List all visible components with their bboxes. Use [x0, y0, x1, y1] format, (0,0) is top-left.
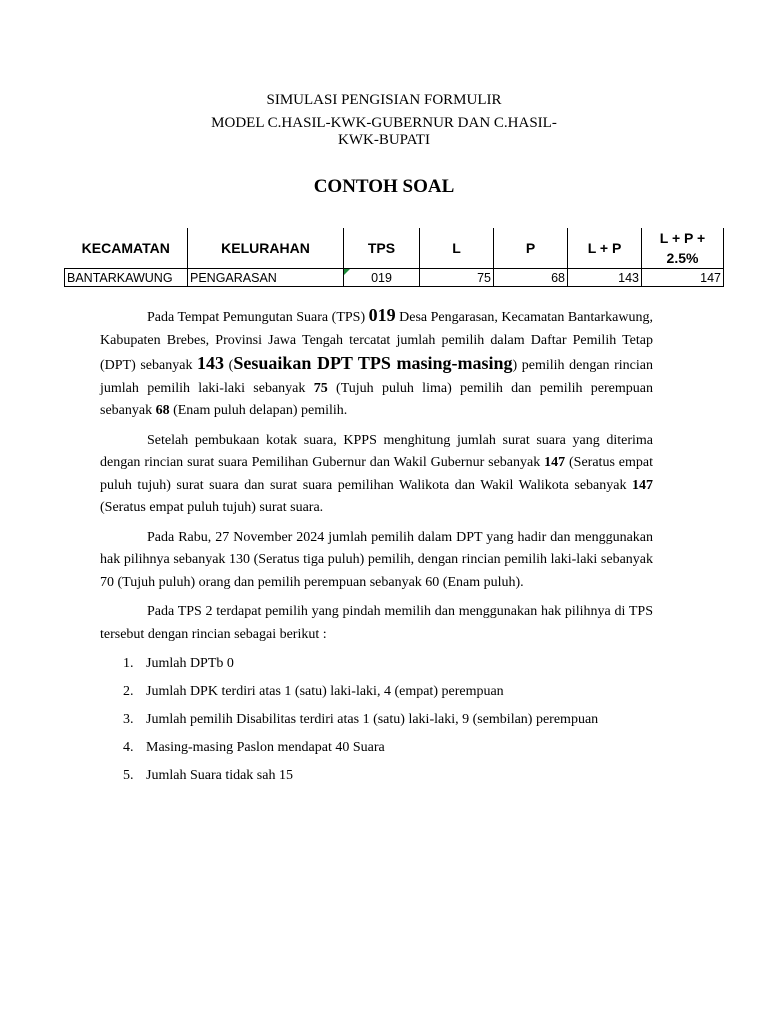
- body-text: [100, 304, 653, 793]
- p1-text-5: (Tujuh puluh lima) pemilih dan pemilih perempuan sebanyak: [100, 380, 653, 418]
- p2-text-3: (Seratus empat puluh tujuh) surat suara.: [100, 500, 324, 515]
- col-header-lp25-line1: L + P +: [659, 230, 706, 246]
- col-header-kecamatan: KECAMATAN: [81, 240, 170, 256]
- p1-male-count: 75: [313, 380, 328, 396]
- p2-text-2: (Seratus empat puluh tujuh) surat suara dan surat suara pemilihan Walikota dan Wakil Walikota sebanyak: [100, 455, 653, 493]
- paragraph-2: [100, 430, 653, 520]
- p1-text-4: ) pemilih dengan rincian jumlah pemilih laki-laki sebanyak: [100, 358, 653, 396]
- list-item: [100, 737, 653, 765]
- dpt-table: [64, 228, 724, 287]
- list-item: [100, 653, 653, 681]
- list-item-text: Jumlah Suara tidak sah 15: [146, 768, 293, 783]
- col-header-lp25: [642, 228, 724, 269]
- col-header-kelurahan: KELURAHAN: [188, 228, 344, 269]
- p1-dpt-total: 143: [197, 353, 225, 373]
- p2-text-1: Setelah pembukaan kotak suara, KPPS menghitung jumlah surat suara yang diterima dengan rincian surat suara Pemilihan Gubernur dan Wakil Gubernur sebanyak: [100, 432, 653, 470]
- cell-kecamatan: BANTARKAWUNG: [65, 269, 188, 287]
- col-header-lp25-line2: 2.5%: [666, 250, 699, 266]
- table-header-row: [65, 228, 724, 269]
- list-item-text: Jumlah DPK terdiri atas 1 (satu) laki-laki, 4 (empat) perempuan: [146, 684, 504, 699]
- p1-note: Sesuaikan DPT TPS masing-masing: [233, 353, 513, 373]
- list-item-text: Jumlah pemilih Disabilitas terdiri atas 1 (satu) laki-laki, 9 (sembilan) perempuan: [146, 712, 599, 727]
- p1-text-3: (: [224, 358, 234, 373]
- list-item-number: 1.: [123, 656, 134, 671]
- list-item: [100, 765, 653, 793]
- page-title: CONTOH SOAL: [313, 176, 455, 197]
- col-header-tps: TPS: [344, 228, 420, 269]
- cell-p: 68: [494, 269, 568, 287]
- list-item-number: 2.: [123, 684, 134, 699]
- list-item: [100, 681, 653, 709]
- p2-walikota-count: 147: [632, 477, 653, 493]
- list-item-text: Jumlah DPTb 0: [146, 656, 234, 671]
- p1-tps-number: 019: [368, 305, 396, 325]
- cell-tps: 019: [344, 269, 420, 287]
- list-item-text: Masing-masing Paslon mendapat 40 Suara: [146, 740, 385, 755]
- cell-lp25: 147: [642, 269, 724, 287]
- cell-kelurahan: PENGARASAN: [188, 269, 344, 287]
- col-header-l: L: [420, 228, 494, 269]
- p2-gubernur-count: 147: [544, 455, 566, 470]
- header-line-2: [0, 115, 768, 149]
- cell-l: 75: [420, 269, 494, 287]
- p1-text-6: (Enam puluh delapan) pemilih.: [169, 403, 348, 418]
- list-item-number: 5.: [123, 768, 134, 783]
- table-row: [65, 269, 724, 287]
- header-line-2b: KWK-BUPATI: [338, 132, 430, 148]
- header-line-1: SIMULASI PENGISIAN FORMULIR: [266, 92, 502, 108]
- detail-list: [100, 653, 653, 793]
- header-line-2a: MODEL C.HASIL-KWK-GUBERNUR DAN C.HASIL-: [211, 115, 557, 131]
- paragraph-4: Pada TPS 2 terdapat pemilih yang pindah memilih dan menggunakan hak pilihnya di TPS tersebut dengan rincian sebagai berikut :: [100, 604, 653, 642]
- list-item: [100, 709, 653, 737]
- col-header-p: P: [494, 228, 568, 269]
- paragraph-1: [100, 304, 653, 423]
- list-item-number: 3.: [123, 712, 134, 727]
- list-item-number: 4.: [123, 740, 134, 755]
- col-header-lp: L + P: [568, 228, 642, 269]
- cell-lp: 143: [568, 269, 642, 287]
- p1-text-1: Pada Tempat Pemungutan Suara (TPS): [147, 310, 369, 325]
- p1-text-2: Desa Pengarasan, Kecamatan Bantarkawung, Kabupaten Brebes, Provinsi Jawa Tengah tercatat jumlah pemilih dalam Daftar Pemilih Tetap (DPT) sebanyak: [100, 310, 654, 373]
- p1-female-count: 68: [155, 403, 170, 418]
- paragraph-3: Pada Rabu, 27 November 2024 jumlah pemilih dalam DPT yang hadir dan menggunakan hak pilihnya sebanyak 130 (Seratus tiga puluh) pemilih, dengan rincian pemilih laki-laki sebanyak 70 (Tujuh puluh) orang dan pemilih perempuan sebanyak 60 (Enam puluh).: [100, 529, 653, 590]
